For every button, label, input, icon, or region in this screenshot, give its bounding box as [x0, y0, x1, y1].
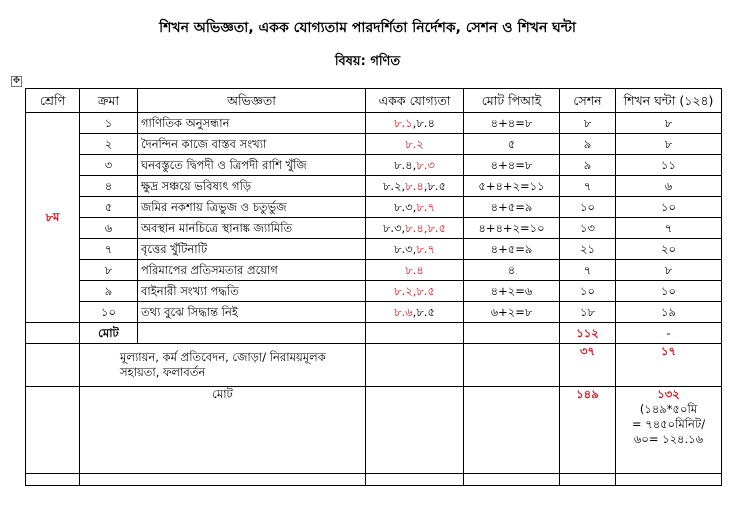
competency-primary: ৮.২,৮.৫: [394, 283, 435, 298]
session-cell: ৭: [560, 176, 616, 197]
empty-cell: [26, 387, 80, 474]
session-cell: ২১: [560, 239, 616, 260]
subtotal-row: [26, 323, 722, 344]
competency-primary: ৮.২: [405, 136, 424, 151]
pi-cell: ৪+২=৬: [464, 281, 560, 302]
serial-cell: ১: [80, 113, 138, 134]
grand-total-label: মোট: [80, 387, 366, 474]
experience-cell: গাণিতিক অনুসন্ধান: [138, 113, 366, 134]
empty-cell: [138, 323, 366, 344]
header-experience: অভিজ্ঞতা: [138, 89, 366, 113]
assessment-hours: ১৭: [616, 344, 722, 387]
empty-cell: [26, 474, 80, 486]
grand-total-hours: ১৩২: [657, 387, 680, 401]
grade-cell: ৮ম: [26, 113, 80, 323]
pi-cell: ৫+৪+২=১১: [464, 176, 560, 197]
hours-cell: ১০: [616, 197, 722, 218]
competency-primary: ৮.৬: [394, 304, 413, 319]
competency-cell: [366, 113, 464, 134]
table-row: [26, 197, 722, 218]
empty-cell: [616, 474, 722, 486]
experience-cell: দৈনন্দিন কাজে বাস্তব সংখ্যা: [138, 134, 366, 155]
subtotal-label: মোট: [80, 323, 138, 344]
page-title: শিখন অভিজ্ঞতা, একক যোগ্যতাম পারদর্শিতা নির্দেশক, সেশন ও শিখন ঘন্টা: [159, 20, 576, 36]
hours-cell: ১০: [616, 281, 722, 302]
session-cell: ১৮: [560, 302, 616, 323]
hours-calc-line-1: (১৪৯*৫০মি: [639, 402, 698, 416]
table-row: [26, 176, 722, 197]
header-total-pi: মোট পিআই: [464, 89, 560, 113]
experience-cell: তথ্য বুঝে সিদ্ধান্ত নিই: [138, 302, 366, 323]
competency-primary: ৮.৪,৮.৫: [405, 220, 447, 235]
empty-cell: [26, 323, 80, 344]
session-cell: ১০: [560, 281, 616, 302]
hours-cell: ১৯: [616, 302, 722, 323]
serial-cell: ৯: [80, 281, 138, 302]
table-row: [26, 302, 722, 323]
header-serial: ক্রমা: [80, 89, 138, 113]
competency-secondary: ৮.৩,: [394, 199, 417, 214]
competency-secondary: ৮.৩,: [394, 241, 417, 256]
table-move-icon[interactable]: ✥: [12, 76, 21, 86]
empty-cell: [366, 474, 464, 486]
pi-cell: ৪+৪+২=১০: [464, 218, 560, 239]
empty-cell: [80, 474, 366, 486]
hours-calc-line-2: = ৭৪৫০মিনিট/: [631, 417, 706, 431]
competency-cell: [366, 239, 464, 260]
subtotal-hours: -: [616, 323, 722, 344]
serial-cell: ৩: [80, 155, 138, 176]
grand-total-session: ১৪৯: [560, 387, 616, 474]
competency-primary: ৮.৭: [416, 199, 435, 214]
table-row: [26, 239, 722, 260]
pi-cell: ৫: [464, 134, 560, 155]
serial-cell: ৫: [80, 197, 138, 218]
competency-cell: [366, 155, 464, 176]
competency-primary: ৮.৪: [405, 262, 424, 277]
subject-title: বিষয়: গণিত: [334, 54, 401, 69]
session-cell: ৯: [560, 134, 616, 155]
session-cell: ১০: [560, 197, 616, 218]
empty-cell: [464, 323, 560, 344]
competency-primary: ৮.৪: [405, 178, 424, 193]
table-row: [26, 113, 722, 134]
table-row: [26, 281, 722, 302]
experience-cell: বৃত্তের খুঁটিনাটি: [138, 239, 366, 260]
hours-cell: ২০: [616, 239, 722, 260]
competency-cell: [366, 281, 464, 302]
pi-cell: ৪+৪=৮: [464, 155, 560, 176]
grand-total-hours-cell: [616, 387, 722, 474]
grand-total-row: [26, 387, 722, 474]
empty-cell: [366, 323, 464, 344]
hours-calc-line-3: ৬০= ১২৪.১৬: [633, 432, 704, 446]
competency-secondary: ৮.২,: [382, 178, 406, 193]
trailing-row: [26, 474, 722, 486]
hours-cell: ৬: [616, 176, 722, 197]
curriculum-table: [25, 88, 722, 486]
hours-cell: ৮: [616, 113, 722, 134]
hours-cell: ৮: [616, 134, 722, 155]
competency-secondary: ,৮.৫: [412, 304, 435, 319]
competency-cell: [366, 302, 464, 323]
header-hours: শিখন ঘন্টা (১২৪): [616, 89, 722, 113]
serial-cell: ৮: [80, 260, 138, 281]
competency-secondary: ৮.৪,: [394, 157, 417, 172]
empty-cell: [366, 387, 464, 474]
experience-cell: ঘনবস্তুতে দ্বিপদী ও ত্রিপদী রাশি খুঁজি: [138, 155, 366, 176]
experience-cell: বাইনারী সংখ্যা পদ্ধতি: [138, 281, 366, 302]
hours-cell: ১১: [616, 155, 722, 176]
empty-cell: [464, 474, 560, 486]
session-cell: ৯: [560, 155, 616, 176]
competency-cell: [366, 197, 464, 218]
session-cell: ১৩: [560, 218, 616, 239]
assessment-row: [26, 344, 722, 387]
hours-cell: ৮: [616, 260, 722, 281]
competency-cell: [366, 218, 464, 239]
empty-cell: [26, 344, 80, 387]
experience-cell: ক্ষুদ্র সঞ্চয়ে ভবিষ্যৎ গড়ি: [138, 176, 366, 197]
experience-cell: জমির নকশায় ত্রিভুজ ও চতুর্ভুজ: [138, 197, 366, 218]
serial-cell: ৬: [80, 218, 138, 239]
competency-primary: ৮.৭: [416, 241, 435, 256]
assessment-label: মূল্যায়ন, কর্ম প্রতিবেদন, জোড়া/ নিরাময়মূলক সহায়তা, ফলাবর্তন: [80, 344, 366, 387]
serial-cell: ২: [80, 134, 138, 155]
subtotal-session: ১১২: [560, 323, 616, 344]
experience-cell: পরিমাপের প্রতিসমতার প্রয়োগ: [138, 260, 366, 281]
competency-secondary: ,৮.৪: [412, 115, 435, 130]
competency-primary: ৮.১: [394, 115, 413, 130]
header-row: [26, 89, 722, 113]
empty-cell: [464, 387, 560, 474]
serial-cell: ১০: [80, 302, 138, 323]
competency-cell: [366, 134, 464, 155]
competency-tertiary: ,৮.৫: [423, 178, 447, 193]
table-row: [26, 155, 722, 176]
pi-cell: ৬+২=৮: [464, 302, 560, 323]
empty-cell: [366, 344, 464, 387]
pi-cell: ৪+৫=৯: [464, 239, 560, 260]
header-competency: একক যোগ্যতা: [366, 89, 464, 113]
pi-cell: ৪+৪=৮: [464, 113, 560, 134]
table-row: [26, 134, 722, 155]
table-row: [26, 218, 722, 239]
competency-primary: ৮.৩: [416, 157, 435, 172]
empty-cell: [560, 474, 616, 486]
competency-cell: [366, 260, 464, 281]
session-cell: ৮: [560, 113, 616, 134]
session-cell: ৭: [560, 260, 616, 281]
serial-cell: ৪: [80, 176, 138, 197]
header-class: শ্রেণি: [26, 89, 80, 113]
assessment-session: ৩৭: [560, 344, 616, 387]
table-row: [26, 260, 722, 281]
competency-cell: [366, 176, 464, 197]
pi-cell: ৪: [464, 260, 560, 281]
hours-cell: ৭: [616, 218, 722, 239]
experience-cell: অবস্থান মানচিত্রে স্থানাঙ্ক জ্যামিতি: [138, 218, 366, 239]
pi-cell: ৪+৫=৯: [464, 197, 560, 218]
header-session: সেশন: [560, 89, 616, 113]
competency-secondary: ৮.৩,: [382, 220, 406, 235]
serial-cell: ৭: [80, 239, 138, 260]
empty-cell: [464, 344, 560, 387]
